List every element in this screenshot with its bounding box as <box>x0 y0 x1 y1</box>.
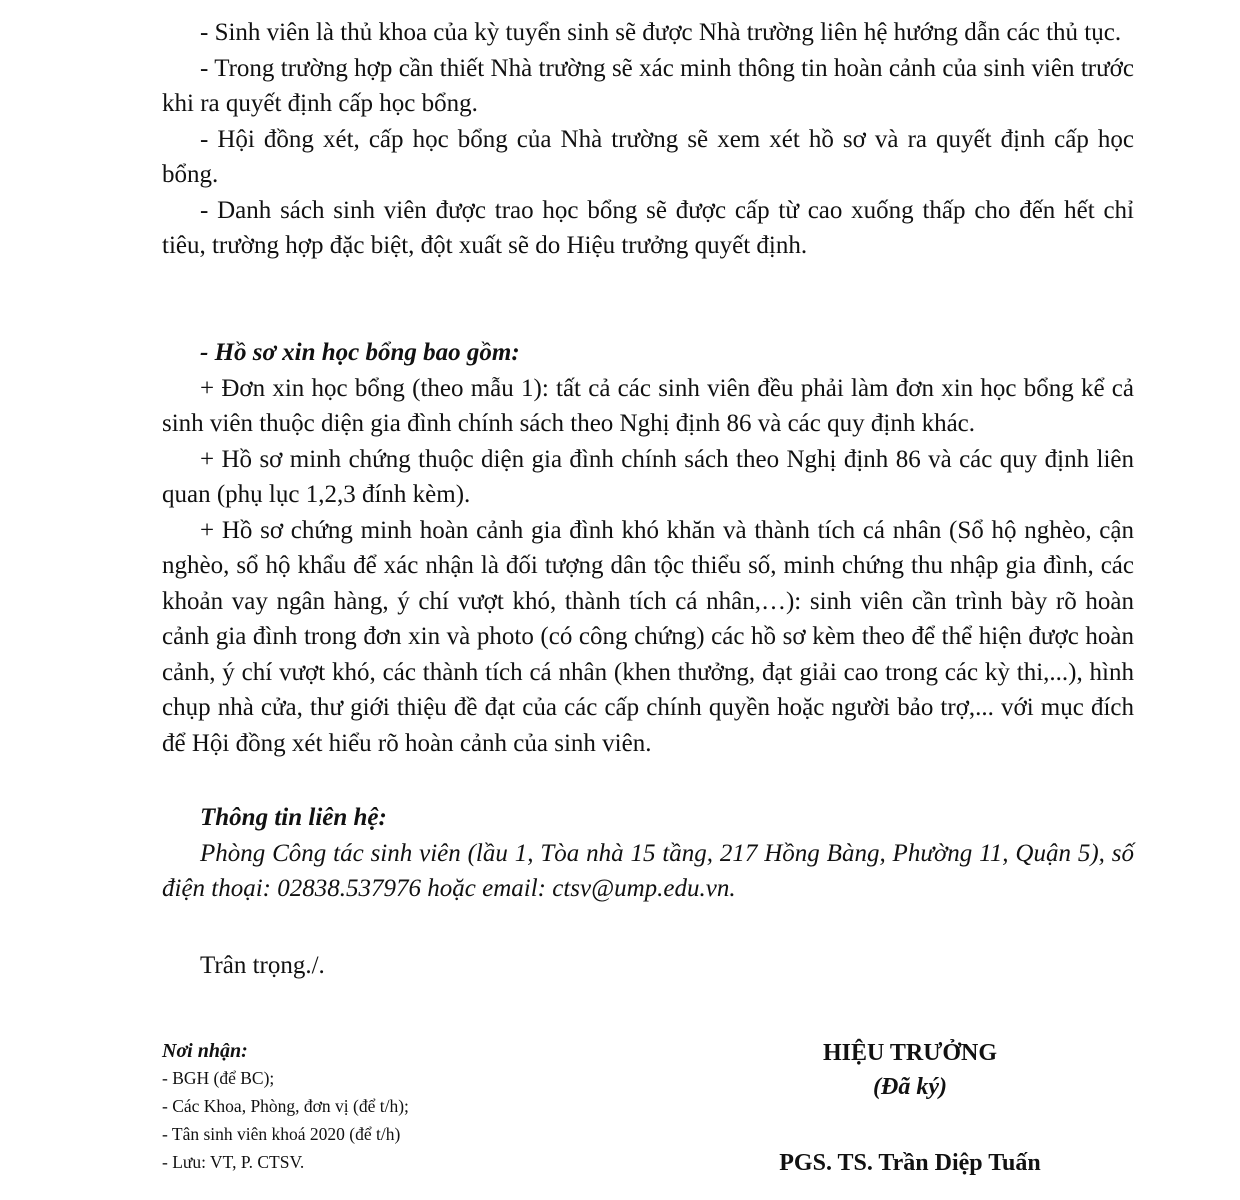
contact-section <box>162 800 1134 907</box>
rule-paragraph: - Trong trường hợp cần thiết Nhà trường sẽ xác minh thông tin hoàn cảnh của sinh viên trước khi ra quyết định cấp học bổng. <box>162 54 1134 117</box>
recipient-item: - Tân sinh viên khoá 2020 (để t/h) <box>162 1124 401 1144</box>
recipient-item: - BGH (để BC); <box>162 1068 275 1088</box>
dossier-section <box>162 335 1134 761</box>
dossier-item: + Đơn xin học bổng (theo mẫu 1): tất cả các sinh viên đều phải làm đơn xin học bổng kể cả sinh viên thuộc diện gia đình chính sách theo Nghị định 86 và các quy định khác. <box>162 374 1134 437</box>
recipients-block <box>162 1038 582 1176</box>
dossier-item: + Hồ sơ chứng minh hoàn cảnh gia đình khó khăn và thành tích cá nhân (Sổ hộ nghèo, cận nghèo, sổ hộ khẩu để xác nhận là đối tượng dân tộc thiểu số, minh chứng thu nhập gia đình, các khoản vay ngân hàng, ý chí vượt khó, thành tích cá nhân,…): sinh viên cần trình bày rõ hoàn cảnh gia đình trong đơn xin và photo (có công chứng) các hồ sơ kèm theo để thể hiện được hoàn cảnh, ý chí vượt khó, các thành tích cá nhân (khen thưởng, đạt giải cao trong các kỳ thi,...), hình chụp nhà cửa, thư giới thiệu đề đạt của các cấp chính quyền hoặc người bảo trợ,... với mục đích để Hội đồng xét hiểu rõ hoàn cảnh của sinh viên. <box>162 516 1134 757</box>
dossier-heading: - Hồ sơ xin học bổng bao gồm: <box>200 339 520 366</box>
rule-paragraph: - Sinh viên là thủ khoa của kỳ tuyển sinh sẽ được Nhà trường liên hệ hướng dẫn các thủ tục. <box>200 19 1122 46</box>
dossier-item: + Hồ sơ minh chứng thuộc diện gia đình chính sách theo Nghị định 86 và các quy định liên quan (phụ lục 1,2,3 đính kèm). <box>162 445 1134 508</box>
closing-section <box>162 948 1134 984</box>
signed-status: (Đã ký) <box>873 1074 947 1100</box>
recipient-item: - Các Khoa, Phòng, đơn vị (để t/h); <box>162 1096 409 1116</box>
closing-text: Trân trọng./. <box>200 952 325 979</box>
rule-paragraph: - Danh sách sinh viên được trao học bổng sẽ được cấp từ cao xuống thấp cho đến hết chỉ tiêu, trường hợp đặc biệt, đột xuất sẽ do Hiệu trưởng quyết định. <box>162 196 1134 259</box>
rule-paragraph: - Hội đồng xét, cấp học bổng của Nhà trường sẽ xem xét hồ sơ và ra quyết định cấp học bổng. <box>162 125 1134 188</box>
contact-heading: Thông tin liên hệ: <box>200 804 387 831</box>
signature-block <box>730 1036 1090 1180</box>
rules-section <box>162 15 1134 264</box>
signer-rank: HIỆU TRƯỞNG <box>822 1040 998 1066</box>
contact-text: Phòng Công tác sinh viên (lầu 1, Tòa nhà 15 tầng, 217 Hồng Bàng, Phường 11, Quận 5), số điện thoại: 02838.537976 hoặc email: ctsv@ump.edu.vn. <box>162 839 1134 902</box>
recipient-item: - Lưu: VT, P. CTSV. <box>162 1152 305 1172</box>
recipients-title: Nơi nhận: <box>162 1040 248 1062</box>
signer-name: PGS. TS. Trần Diệp Tuấn <box>779 1150 1041 1176</box>
